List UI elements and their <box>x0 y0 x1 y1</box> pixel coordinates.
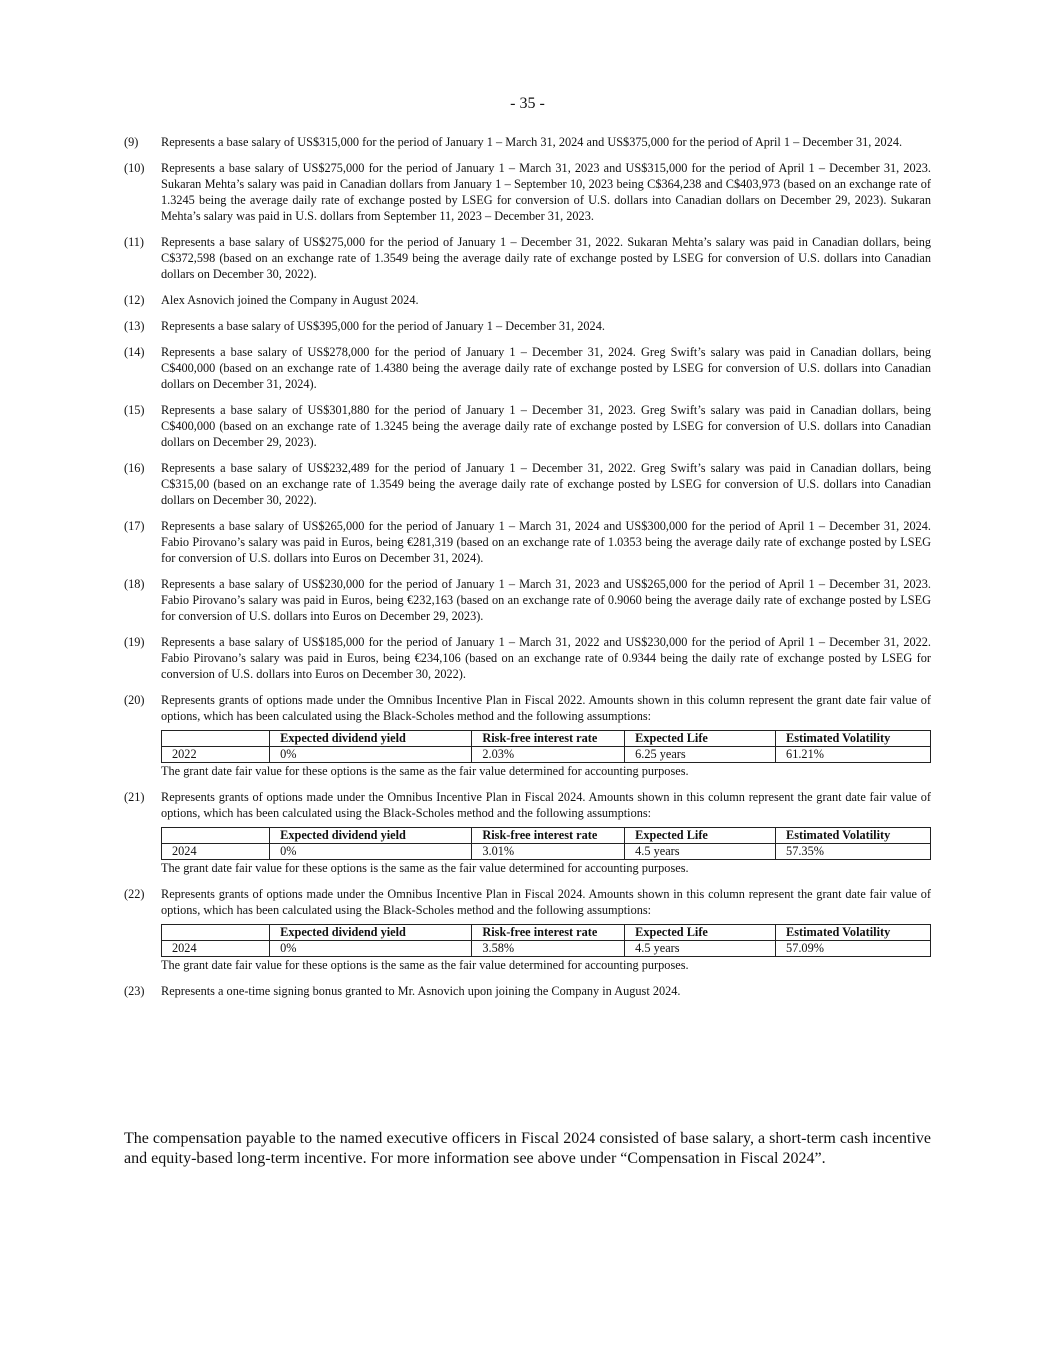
footnote-text: Represents a base salary of US$301,880 for the period of January 1 – December 31, 2023. Greg Swift’s salary was paid in Canadian dollars, being C$400,000 (based on an exchange rate of 1.3245 being the average daily rate of exchange posted by LSEG for conversion of U.S. dollars into Canadian dollars on December 29, 2023). <box>161 403 931 449</box>
grant-note: The grant date fair value for these options is the same as the fair value determined for accounting purposes. <box>161 958 689 972</box>
footnote-number: (13) <box>124 319 145 333</box>
table-cell: 0% <box>270 844 472 860</box>
table-header-cell <box>162 828 270 844</box>
footnote-23 <box>124 983 931 999</box>
summary-paragraph: The compensation payable to the named executive officers in Fiscal 2024 consisted of base salary, a short-term cash incentive and equity-based long-term incentive. For more information see above under “Compensation in Fiscal 2024”. <box>124 1130 931 1167</box>
footnotes <box>124 134 931 1009</box>
footnote-18 <box>124 576 931 624</box>
footnote-12 <box>124 292 931 308</box>
table-header-cell: Expected Life <box>625 828 776 844</box>
footnote-14 <box>124 344 931 392</box>
footnote-number: (10) <box>124 161 145 175</box>
footnote-text: Represents a base salary of US$395,000 for the period of January 1 – December 31, 2024. <box>161 319 605 333</box>
table-header-cell: Estimated Volatility <box>776 828 931 844</box>
footnote-number: (20) <box>124 693 145 707</box>
footnote-number: (21) <box>124 790 145 804</box>
footnote-number: (16) <box>124 461 145 475</box>
assumptions-table-2024-a <box>161 827 931 860</box>
footnote-11 <box>124 234 931 282</box>
footnote-19 <box>124 634 931 682</box>
footnote-text: Represents a base salary of US$230,000 for the period of January 1 – March 31, 2023 and US$265,000 for the period of April 1 – December 31, 2023. Fabio Pirovano’s salary was paid in Euros, being €232,163 (based on an exchange rate of 0.9060 being the average daily rate of exchange posted by LSEG for conversion of U.S. dollars into Euros on December 29, 2023). <box>161 577 931 623</box>
footnote-21 <box>124 789 931 876</box>
table-cell: 6.25 years <box>625 747 776 763</box>
footnote-16 <box>124 460 931 508</box>
table-header-cell: Expected dividend yield <box>270 828 472 844</box>
footnote-number: (19) <box>124 635 145 649</box>
footnote-number: (14) <box>124 345 145 359</box>
footnote-number: (15) <box>124 403 145 417</box>
table-cell: 2022 <box>162 747 270 763</box>
footnote-text: Represents a base salary of US$275,000 for the period of January 1 – March 31, 2023 and US$315,000 for the period of April 1 – December 31, 2023. Sukaran Mehta’s salary was paid in Canadian dollars from January 1 – September 10, 2023 being C$364,238 and C$403,973 (based on an exchange rate of 1.3245 being the average daily rate of exchange posted by LSEG for conversion of U.S. dollars into Canadian dollars on December 29, 2023). Sukaran Mehta’s salary was paid in U.S. dollars from September 11, 2023 – December 31, 2023. <box>161 161 931 223</box>
footnote-text: Represents a base salary of US$265,000 for the period of January 1 – March 31, 2024 and US$300,000 for the period of April 1 – December 31, 2024. Fabio Pirovano’s salary was paid in Euros, being €281,319 (based on an exchange rate of 1.0353 being the average daily rate of exchange posted by LSEG for conversion of U.S. dollars into Euros on December 31, 2024). <box>161 519 931 565</box>
table-cell: 4.5 years <box>625 941 776 957</box>
footnote-text: Represents grants of options made under the Omnibus Incentive Plan in Fiscal 2022. Amounts shown in this column represent the grant date fair value of options, which has been calculated using the Black-Scholes method and the following assumptions: <box>161 693 931 723</box>
table-header-cell: Expected Life <box>625 925 776 941</box>
table-header-cell: Expected Life <box>625 731 776 747</box>
table-cell: 57.35% <box>776 844 931 860</box>
footnote-number: (11) <box>124 235 145 249</box>
footnote-20 <box>124 692 931 779</box>
footnote-text: Represents a one-time signing bonus granted to Mr. Asnovich upon joining the Company in August 2024. <box>161 984 681 998</box>
table-row <box>162 941 931 957</box>
assumptions-table-2022 <box>161 730 931 763</box>
footnote-text: Represents a base salary of US$185,000 for the period of January 1 – March 31, 2022 and US$230,000 for the period of April 1 – December 31, 2022. Fabio Pirovano’s salary was paid in Euros, being €234,106 (based on an exchange rate of 0.9344 being the daily rate of exchange posted by LSEG for conversion of U.S. dollars into Euros on December 30, 2022). <box>161 635 931 681</box>
footnote-10 <box>124 160 931 224</box>
table-header-cell <box>162 731 270 747</box>
footnote-number: (12) <box>124 293 145 307</box>
table-header-cell: Estimated Volatility <box>776 731 931 747</box>
footnote-15 <box>124 402 931 450</box>
table-cell: 2.03% <box>472 747 625 763</box>
grant-note: The grant date fair value for these options is the same as the fair value determined for accounting purposes. <box>161 764 689 778</box>
table-header-cell <box>162 925 270 941</box>
table-cell: 2024 <box>162 941 270 957</box>
table-header-row <box>162 925 931 941</box>
table-header-row <box>162 731 931 747</box>
footnote-number: (18) <box>124 577 145 591</box>
footnote-22 <box>124 886 931 973</box>
footnote-text: Represents a base salary of US$232,489 for the period of January 1 – December 31, 2022. Greg Swift’s salary was paid in Canadian dollars, being C$315,00 (based on an exchange rate of 1.3549 being the average daily rate of exchange posted by LSEG for conversion of U.S. dollars into Canadian dollars on December 30, 2022). <box>161 461 931 507</box>
table-cell: 4.5 years <box>625 844 776 860</box>
table-cell: 0% <box>270 747 472 763</box>
table-header-cell: Risk-free interest rate <box>472 731 625 747</box>
table-cell: 57.09% <box>776 941 931 957</box>
table-header-cell: Risk-free interest rate <box>472 925 625 941</box>
footnote-text: Represents grants of options made under the Omnibus Incentive Plan in Fiscal 2024. Amounts shown in this column represent the grant date fair value of options, which has been calculated using the Black-Scholes method and the following assumptions: <box>161 790 931 820</box>
table-header-cell: Expected dividend yield <box>270 925 472 941</box>
table-cell: 2024 <box>162 844 270 860</box>
footnote-9 <box>124 134 931 150</box>
footnote-13 <box>124 318 931 334</box>
footnote-text: Represents a base salary of US$275,000 for the period of January 1 – December 31, 2022. Sukaran Mehta’s salary was paid in Canadian dollars, being C$372,598 (based on an exchange rate of 1.3549 being the average daily rate of exchange posted by LSEG for conversion of U.S. dollars into Canadian dollars on December 30, 2022). <box>161 235 931 281</box>
grant-note: The grant date fair value for these options is the same as the fair value determined for accounting purposes. <box>161 861 689 875</box>
table-cell: 3.58% <box>472 941 625 957</box>
table-row <box>162 747 931 763</box>
table-cell: 61.21% <box>776 747 931 763</box>
table-row <box>162 844 931 860</box>
table-cell: 3.01% <box>472 844 625 860</box>
assumptions-table-2024-b <box>161 924 931 957</box>
footnote-text: Represents a base salary of US$278,000 for the period of January 1 – December 31, 2024. Greg Swift’s salary was paid in Canadian dollars, being C$400,000 (based on an exchange rate of 1.4380 being the average daily rate of exchange posted by LSEG for conversion of U.S. dollars into Canadian dollars on December 31, 2024). <box>161 345 931 391</box>
footnote-number: (22) <box>124 887 145 901</box>
page-number: - 35 - <box>510 95 545 112</box>
table-header-cell: Estimated Volatility <box>776 925 931 941</box>
footnote-number: (9) <box>124 135 139 149</box>
footnote-text: Represents grants of options made under the Omnibus Incentive Plan in Fiscal 2024. Amounts shown in this column represent the grant date fair value of options, which has been calculated using the Black-Scholes method and the following assumptions: <box>161 887 931 917</box>
footnote-number: (23) <box>124 984 145 998</box>
footnote-17 <box>124 518 931 566</box>
table-header-cell: Expected dividend yield <box>270 731 472 747</box>
table-cell: 0% <box>270 941 472 957</box>
footnote-number: (17) <box>124 519 145 533</box>
table-header-cell: Risk-free interest rate <box>472 828 625 844</box>
footnote-text: Alex Asnovich joined the Company in August 2024. <box>161 293 419 307</box>
table-header-row <box>162 828 931 844</box>
footnote-text: Represents a base salary of US$315,000 for the period of January 1 – March 31, 2024 and US$375,000 for the period of April 1 – December 31, 2024. <box>161 135 903 149</box>
